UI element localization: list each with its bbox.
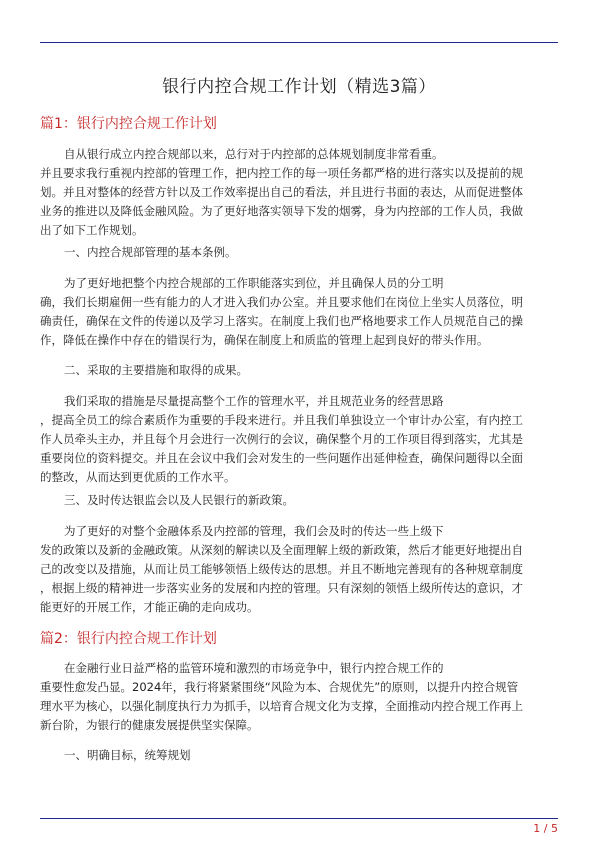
text-line: 确，我们长期雇佣一些有能力的人才进入我们办公室。并且要求他们在岗位上坐实人员落位，明 [40, 295, 523, 309]
text-line: 确责任，确保在文件的传递以及学习上落实。在制度上我们也严格地要求工作人员规范自己的操 [40, 314, 523, 328]
section2-intro [40, 659, 560, 735]
text-line: 己的改变以及措施，从而让员工能够领悟上级传达的思想。并且不断地完善现有的各种规章制度 [40, 562, 523, 576]
text-line: ，提高全员工的综合素质作为重要的手段来进行。并且我们单独设立一个审计办公室，有内控工 [40, 413, 523, 427]
text-line: 我们采取的措施是尽量提高整个工作的管理水平，并且规范业务的经营思路 [64, 394, 444, 408]
text-line: 理水平为核心，以强化制度执行力为抓手，以培育合规文化为支撑，全面推动内控合规工作再上 [40, 699, 523, 713]
text-line: 划。并且对整体的经营方针以及工作效率提出自己的看法，并且进行书面的表达，从而促进整体 [40, 185, 523, 199]
text-line: 重要性愈发凸显。2024年，我行将紧紧围绕“风险为本、合规优先”的原则，以提升内控合规管 [40, 680, 519, 694]
page-number: 1 / 5 [533, 822, 558, 835]
section1-subheading-3 [40, 491, 560, 510]
text-line: ，根据上级的精神进一步落实业务的发展和内控的管理。只有深刻的领悟上级所传达的意识，才 [40, 581, 523, 595]
text-line: 出了如下工作规划。 [40, 223, 144, 237]
section1-paragraph-3 [40, 522, 560, 617]
section2-subheading-1 [40, 746, 560, 765]
text-line: 作，降低在操作中存在的错误行为，确保在制度上和质监的管理上起到良好的带头作用。 [40, 333, 489, 347]
text-line: 业务的推进以及降低金融风险。为了更好地落实领导下发的烟雾，身为内控部的工作人员，我做 [40, 204, 523, 218]
text-line: 二、采取的主要措施和取得的成果。 [64, 363, 248, 377]
text-line: 三、及时传达银监会以及人民银行的新政策。 [64, 493, 294, 507]
section2-heading: 篇2：银行内控合规工作计划 [40, 631, 217, 647]
text-line: 在金融行业日益严格的监管环境和激烈的市场竞争中，银行内控合规工作的 [64, 661, 444, 675]
section1-paragraph-2 [40, 392, 560, 487]
text-line: 为了更好地把整个内控合规部的工作职能落实到位，并且确保人员的分工明 [64, 276, 444, 290]
text-line: 重要岗位的资料提交。并且在会议中我们会对发生的一些问题作出延伸检查，确保问题得以全面 [40, 451, 523, 465]
text-line: 能更好的开展工作，才能正确的走向成功。 [40, 600, 259, 614]
section1-paragraph-1 [40, 274, 560, 350]
text-line: 发的政策以及新的金融政策。从深刻的解读以及全面理解上级的新政策，然后才能更好地提出自 [40, 543, 523, 557]
text-line: 新台阶，为银行的健康发展提供坚实保障。 [40, 718, 259, 732]
text-line: 一、明确目标，统筹规划 [64, 748, 191, 762]
text-line: 自从银行成立内控合规部以来，总行对于内控部的总体规划制度非常看重。 [64, 147, 444, 161]
text-line: 并且要求我行重视内控部的管理工作，把内控工作的每一项任务都严格的进行落实以及提前的规 [40, 166, 523, 180]
top-rule [40, 42, 558, 43]
text-line: 的整改，从而达到更优质的工作水平。 [40, 470, 236, 484]
section1-subheading-2 [40, 361, 560, 380]
page-title: 银行内控合规工作计划（精选3篇） [162, 77, 436, 97]
section1-heading: 篇1：银行内控合规工作计划 [40, 116, 217, 132]
text-line: 为了更好的对整个金融体系及内控部的管理，我们会及时的传达一些上级下 [64, 524, 444, 538]
section1-intro [40, 145, 560, 240]
text-line: 作人员牵头主办，并且每个月会进行一次例行的会议，确保整个月的工作项目得到落实，尤其是 [40, 432, 523, 446]
section1-subheading-1 [40, 243, 560, 262]
bottom-rule [40, 818, 558, 819]
text-line: 一、内控合规部管理的基本条例。 [64, 245, 237, 259]
